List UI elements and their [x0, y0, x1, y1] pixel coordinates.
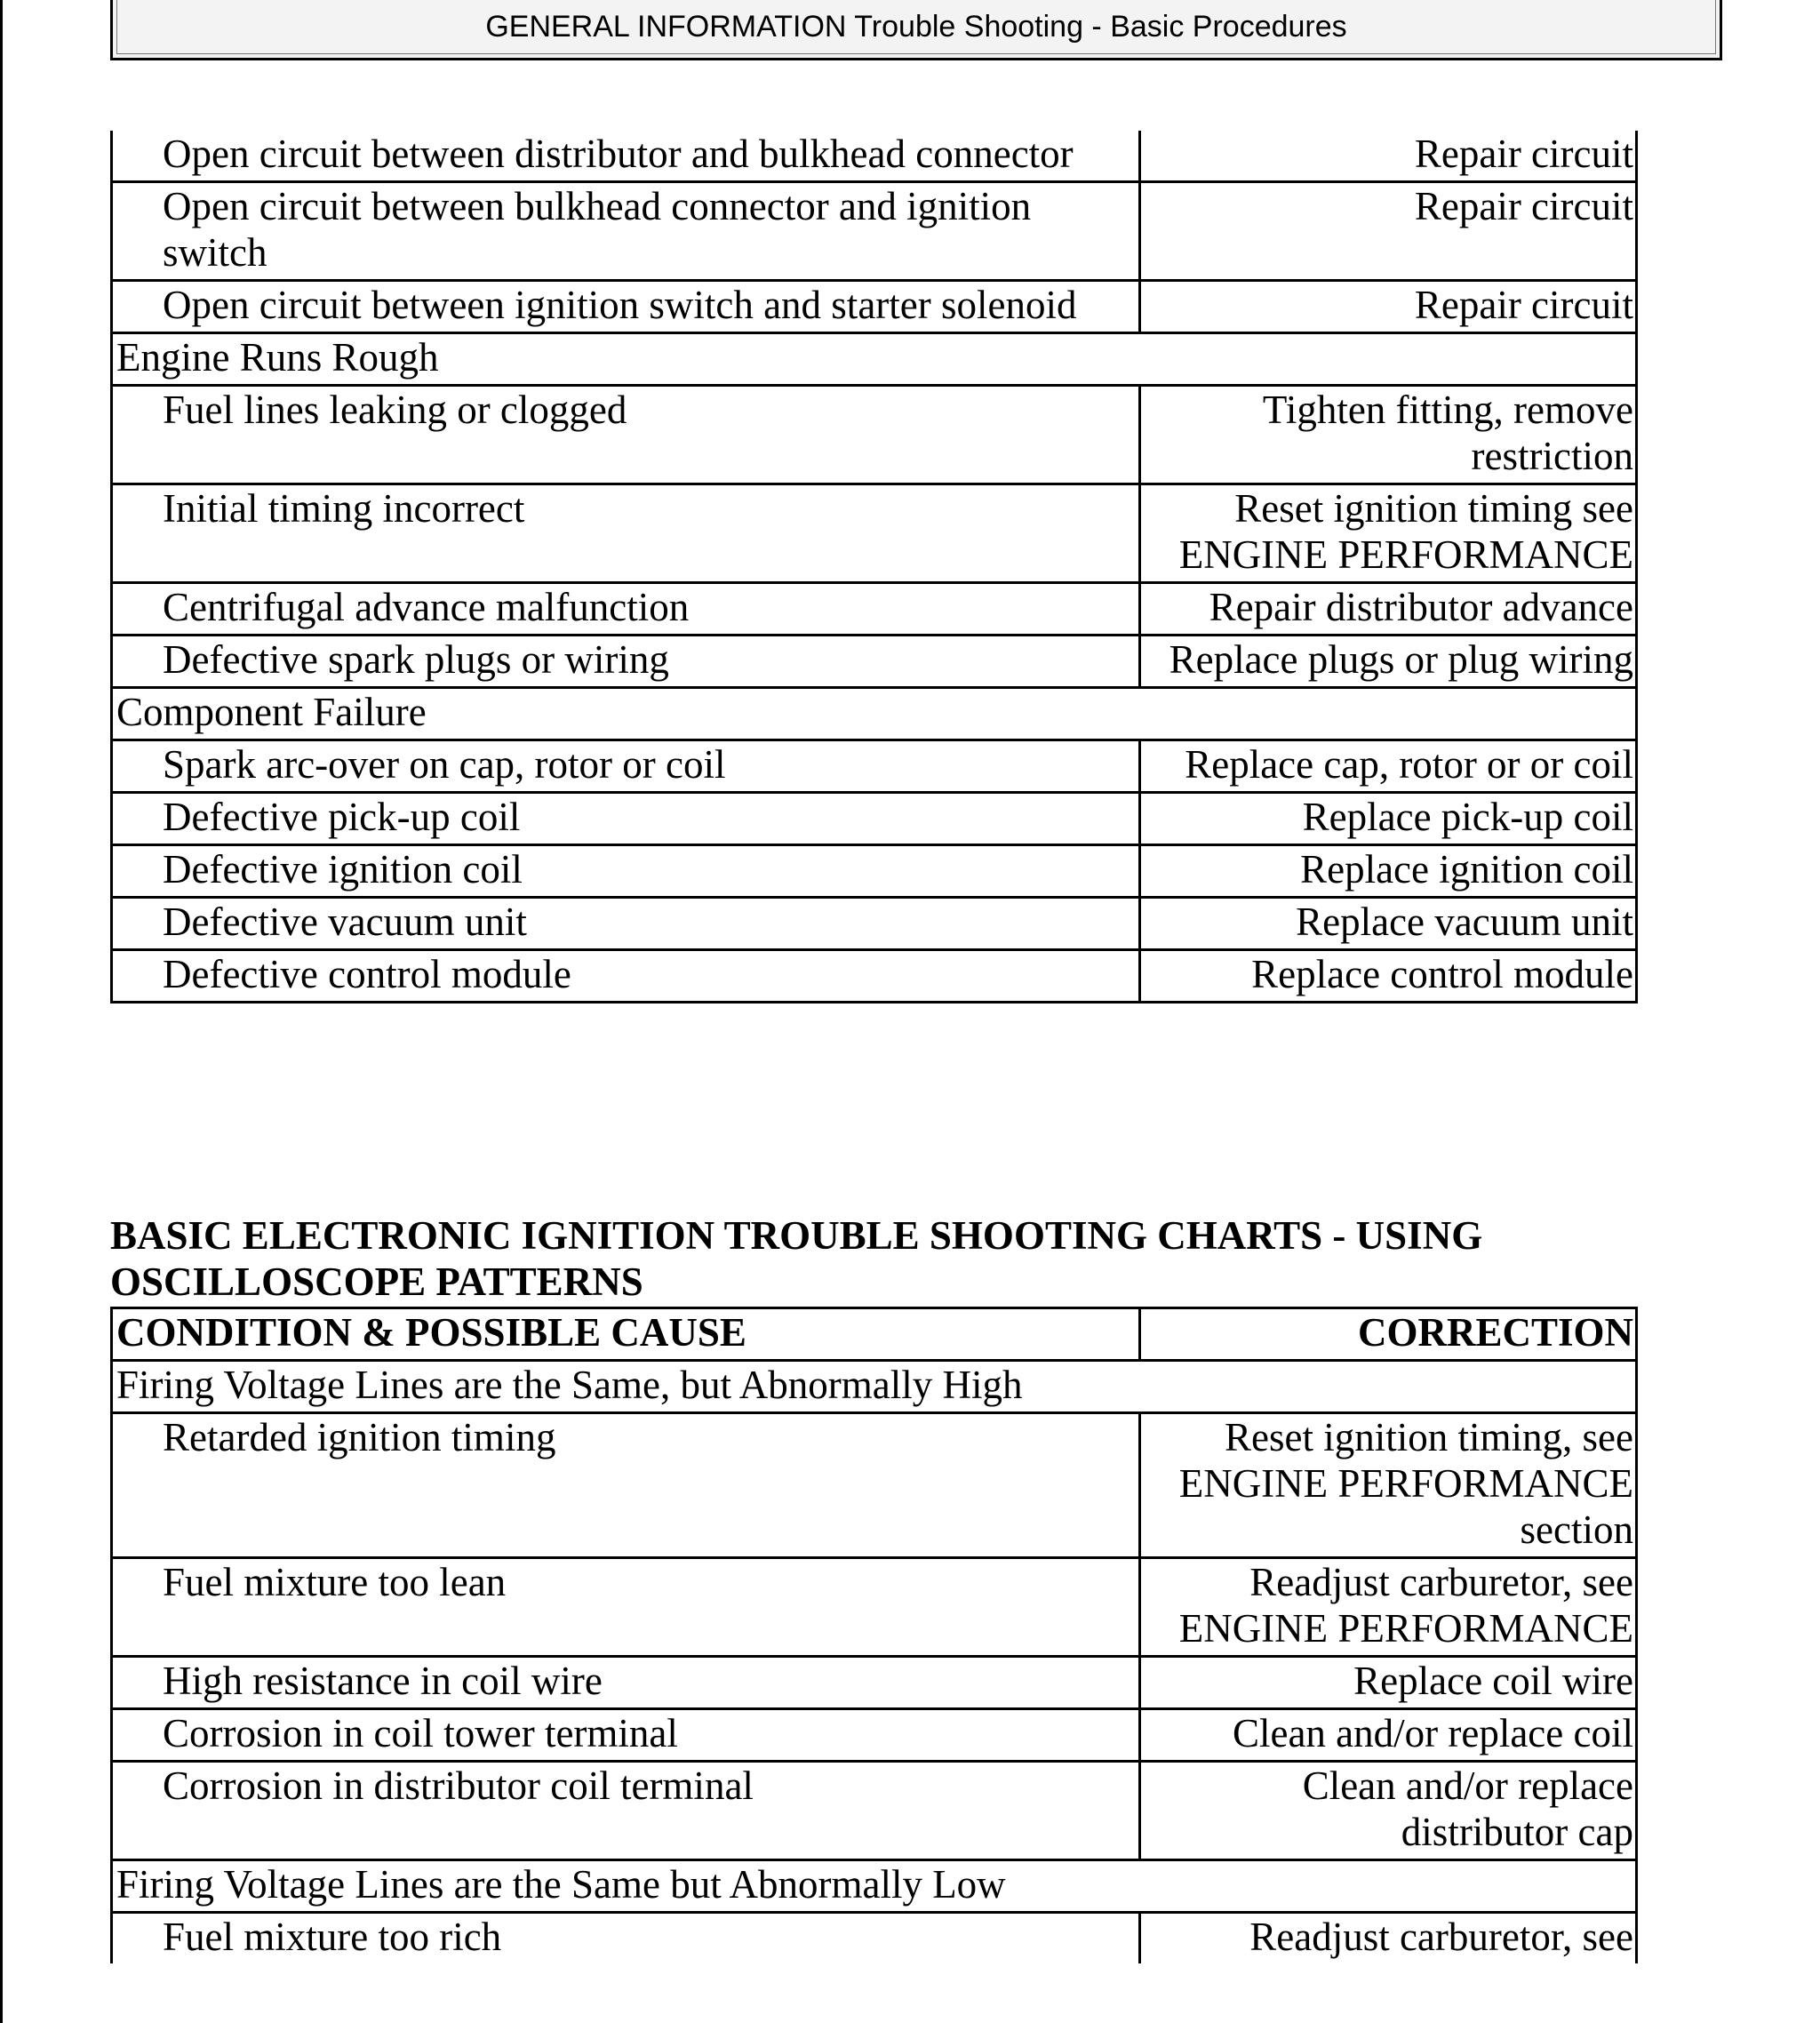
- table-row: [112, 583, 1637, 636]
- cause-cell: Defective ignition coil: [112, 845, 1140, 898]
- cause-cell: Defective vacuum unit: [112, 898, 1140, 950]
- correction-cell: Reset ignition timing see ENGINE PERFORMANCE: [1140, 484, 1637, 583]
- correction-cell: Replace plugs or plug wiring: [1140, 636, 1637, 688]
- troubleshooting-table-continued: [110, 131, 1638, 1004]
- cause-cell: Fuel mixture too rich: [112, 1913, 1140, 1964]
- table-row: [112, 1913, 1637, 1964]
- correction-cell: Reset ignition timing, see ENGINE PERFORMANCE section: [1140, 1413, 1637, 1558]
- correction-cell: Repair circuit: [1140, 131, 1637, 182]
- group-row: [112, 1361, 1637, 1413]
- table-header-row: [112, 1308, 1637, 1361]
- correction-cell: Readjust carburetor, see ENGINE PERFORMANCE: [1140, 1558, 1637, 1657]
- cause-cell: Defective pick-up coil: [112, 793, 1140, 845]
- cause-cell: Defective control module: [112, 950, 1140, 1003]
- cause-cell: Open circuit between distributor and bulkhead connector: [112, 131, 1140, 182]
- table-row: [112, 1762, 1637, 1860]
- group-label: Firing Voltage Lines are the Same, but Abnormally High: [112, 1361, 1637, 1413]
- table-row: [112, 182, 1637, 281]
- correction-cell: Replace coil wire: [1140, 1657, 1637, 1709]
- correction-cell: Replace vacuum unit: [1140, 898, 1637, 950]
- oscilloscope-troubleshooting-table: [110, 1307, 1638, 1963]
- cause-cell: High resistance in coil wire: [112, 1657, 1140, 1709]
- group-label: Firing Voltage Lines are the Same but Abnormally Low: [112, 1860, 1637, 1913]
- correction-cell: Replace cap, rotor or or coil: [1140, 740, 1637, 793]
- table-row: [112, 898, 1637, 950]
- cause-cell: Retarded ignition timing: [112, 1413, 1140, 1558]
- cause-cell: Fuel mixture too lean: [112, 1558, 1140, 1657]
- column-header-correction: CORRECTION: [1140, 1308, 1637, 1361]
- cause-cell: Spark arc-over on cap, rotor or coil: [112, 740, 1140, 793]
- correction-cell: Repair distributor advance: [1140, 583, 1637, 636]
- table-row: [112, 740, 1637, 793]
- correction-cell: Replace ignition coil: [1140, 845, 1637, 898]
- group-label: Component Failure: [112, 688, 1637, 740]
- cause-cell: Corrosion in distributor coil terminal: [112, 1762, 1140, 1860]
- correction-cell: Clean and/or replace coil: [1140, 1709, 1637, 1762]
- table-row: [112, 1413, 1637, 1558]
- table-row: [112, 1709, 1637, 1762]
- correction-cell: Clean and/or replace distributor cap: [1140, 1762, 1637, 1860]
- table-row: [112, 845, 1637, 898]
- table-row: [112, 950, 1637, 1003]
- table-row: [112, 386, 1637, 484]
- section-heading: BASIC ELECTRONIC IGNITION TROUBLE SHOOTING CHARTS - USING OSCILLOSCOPE PATTERNS: [110, 1213, 1483, 1304]
- group-row: [112, 1860, 1637, 1913]
- cause-cell: Defective spark plugs or wiring: [112, 636, 1140, 688]
- group-label: Engine Runs Rough: [112, 333, 1637, 386]
- table-row: [112, 1558, 1637, 1657]
- cause-cell: Fuel lines leaking or clogged: [112, 386, 1140, 484]
- cause-cell: Open circuit between bulkhead connector and ignition switch: [112, 182, 1140, 281]
- table-row: [112, 793, 1637, 845]
- correction-cell: Readjust carburetor, see: [1140, 1913, 1637, 1964]
- group-row: [112, 688, 1637, 740]
- page-header-title: GENERAL INFORMATION Trouble Shooting - Basic Procedures: [485, 10, 1347, 44]
- page-header-inner: [116, 0, 1716, 54]
- page-left-border: [0, 0, 3, 2023]
- column-header-condition: CONDITION & POSSIBLE CAUSE: [112, 1308, 1140, 1361]
- table-row: [112, 131, 1637, 182]
- cause-cell: Corrosion in coil tower terminal: [112, 1709, 1140, 1762]
- table-row: [112, 484, 1637, 583]
- table-row: [112, 636, 1637, 688]
- cause-cell: Centrifugal advance malfunction: [112, 583, 1140, 636]
- correction-cell: Replace pick-up coil: [1140, 793, 1637, 845]
- correction-cell: Repair circuit: [1140, 182, 1637, 281]
- correction-cell: Replace control module: [1140, 950, 1637, 1003]
- correction-cell: Repair circuit: [1140, 281, 1637, 333]
- group-row: [112, 333, 1637, 386]
- table-row: [112, 281, 1637, 333]
- cause-cell: Initial timing incorrect: [112, 484, 1140, 583]
- page-header: [110, 0, 1722, 60]
- cause-cell: Open circuit between ignition switch and starter solenoid: [112, 281, 1140, 333]
- correction-cell: Tighten fitting, remove restriction: [1140, 386, 1637, 484]
- table-row: [112, 1657, 1637, 1709]
